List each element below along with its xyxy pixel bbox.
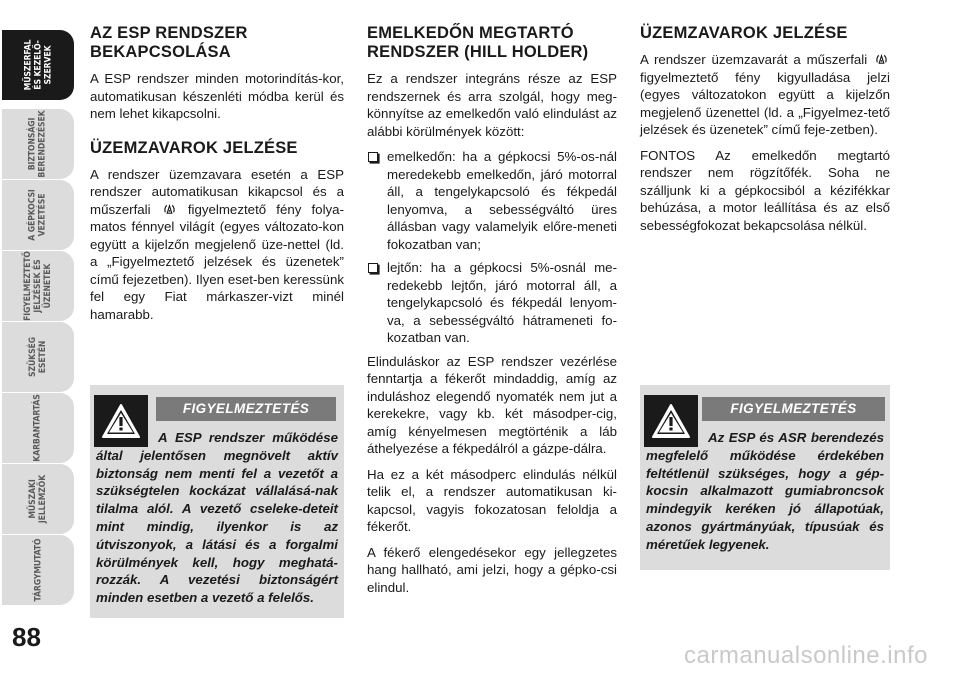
list-item xyxy=(367,259,617,347)
paragraph-hill-holder-faults xyxy=(640,51,890,139)
faults-text-end: figyelmeztető fény kigyulladása jelzi (egyes változatokon együtt a kijelzőn megjelenő üzenettel (ld. a „Figyelmez-tető jelzések és üzenetek” című feje-zetben). xyxy=(640,69,890,137)
tab-emergency[interactable] xyxy=(2,322,74,392)
warning-box-tyres xyxy=(640,385,890,570)
tab-label: FIGYELMEZTETŐ JELZÉSEK ÉS ÜZENETEK xyxy=(23,251,53,321)
faults-text-start: A rendszer üzemzavara esetén a ESP rendszer automatikusan kikapcsol és a műszerfali xyxy=(90,166,344,217)
paragraph-hill-holder-release: Ha ez a két másodperc elindulás nélkül telik el, a rendszer automatikusan ki-kapcsol, vagyis fokozatosan feloldja a fékerőt. xyxy=(367,466,617,534)
tab-safety-devices[interactable] xyxy=(2,109,74,179)
chapter-sidebar xyxy=(0,0,78,677)
paragraph-esp-activation: A ESP rendszer minden motorindítás-kor, automatikusan készenléti módba kerül és nem lehet kikapcsolni. xyxy=(90,71,344,121)
tab-label: BIZTONSÁGI BERENDEZÉSEK xyxy=(28,110,48,178)
tab-warnings-messages[interactable] xyxy=(2,251,74,321)
column-faults-hill-holder xyxy=(640,24,890,242)
paragraph-faults xyxy=(90,166,344,324)
faults-text-end: figyelmeztető fény folya-matos fénnyel világít (egyes változato-kon együtt a kijelzőn megjelenő üze-nettel (ld. a „Figyelmeztető jelzések és üzenetek” című fejezetben). Ilyen eset-ben keressünk fel egy Fiat márkaszer-vizt minél hamarabb. xyxy=(90,201,344,322)
paragraph-hill-holder-start: Elinduláskor az ESP rendszer vezérlése fenntartja a fékerőt mindaddig, amíg az induláshoz elegendő nyomaték nem jut a kerekekre, vagy kb. két másodper-cig, amíg kényelmesen megtörténik a láb áthelyezése a fékpedálról a gázpe-dálra. xyxy=(367,353,617,456)
tab-label: A GÉPKOCSI VEZETÉSE xyxy=(27,189,48,241)
warning-text: A ESP rendszer működése által jelentősen megnövelt aktív biztonság nem menti fel a vezetőt a szükségtelen kockázat vállalásá-nak tilalma alól. A vezető cseleke-deteit mint mindig, ilyenkor is az útviszonyok, a látási és a forgalmi körülmények kell, hogy meghatá-rozzák. A vezetési biztonságért minden esetben a vezető a felelős. xyxy=(96,430,338,606)
list-item-text: lejtőn: ha a gépkocsi 5%-osnál me-redekebb lejtőn, járó motorral áll, a tengelykapcsoló és fékpedál lenyom-va, a sebességváltó hátrameneti fo-kozatban van. xyxy=(387,260,617,345)
warning-title: FIGYELMEZTETÉS xyxy=(702,397,885,421)
checkbox-bullet-icon xyxy=(368,152,378,162)
list-item-text: emelkedőn: ha a gépkocsi 5%-os-nál meredekebb emelkedőn, járó motorral áll, a tengelykapcsoló és fékpedál lenyomva, a sebességváltó üres állásban vagy valamelyik előre-meneti fokozatban van; xyxy=(387,149,617,252)
tab-driving[interactable] xyxy=(2,180,74,250)
hill-holder-conditions-list xyxy=(367,148,617,347)
watermark: carmanualsonline.info xyxy=(684,642,928,669)
esp-warning-light-icon xyxy=(163,203,176,216)
tab-label: SZÜKSÉG ESETÉN xyxy=(27,337,48,377)
warning-text: Az ESP és ASR berendezés megfelelő működése érdekében feltétlenül szükséges, hogy a gép-kocsin alkalmazott gumiabroncsok mindegyik keréken jó állapotúak, azonos gyártmányúak, típusúak és méretűek legyenek. xyxy=(646,430,884,552)
tab-label: MŰSZERFAL ÉS KEZELŐ- SZERVEK xyxy=(22,39,53,91)
page-number: 88 xyxy=(12,622,41,652)
tab-label: KARBANTARTÁS xyxy=(33,394,43,462)
column-esp-activation xyxy=(90,24,344,331)
column-hill-holder xyxy=(367,24,617,604)
tab-technical-specs[interactable] xyxy=(2,464,74,534)
faults-text-start: A rendszer üzemzavarát a műszerfali xyxy=(640,52,868,67)
heading-faults: ÜZEMZAVAROK JELZÉSE xyxy=(90,138,298,157)
tab-index[interactable] xyxy=(2,535,74,605)
tab-instrument-panel[interactable] xyxy=(2,30,74,100)
paragraph-hill-holder-intro: Ez a rendszer integráns része az ESP rendszernek és arra szolgál, hogy meg-könnyítse az emelkedőn való elindulást az alábbi körülmények között: xyxy=(367,71,617,139)
paragraph-important-note: FONTOS Az emelkedőn megtartó rendszer nem rögzítőfék. Soha ne szálljunk ki a gépkocsiból a kézifékkar behúzása, a motor leállítása és az első sebességfokozat bekapcsolása nélkül. xyxy=(640,147,890,233)
heading-hill-holder: EMELKEDŐN MEGTARTÓ RENDSZER (HILL HOLDER) xyxy=(367,24,589,61)
warning-title: FIGYELMEZTETÉS xyxy=(156,397,336,421)
heading-esp-activation: AZ ESP RENDSZER BEKAPCSOLÁSA xyxy=(90,24,248,61)
checkbox-bullet-icon xyxy=(368,263,378,273)
tab-label: TÁRGYMUTATÓ xyxy=(32,538,43,602)
heading-faults-hill-holder: ÜZEMZAVAROK JELZÉSE xyxy=(640,24,848,42)
tab-label: MŰSZAKI JELLEMZŐK xyxy=(27,474,48,524)
list-item xyxy=(367,148,617,253)
paragraph-hill-holder-sound: A fékerő elengedésekor egy jellegzetes hang hallható, ami jelzi, hogy a gépko-csi elindul. xyxy=(367,544,617,595)
tab-maintenance[interactable] xyxy=(2,393,74,463)
warning-box-esp-safety xyxy=(90,385,344,618)
esp-warning-light-icon xyxy=(875,53,888,66)
